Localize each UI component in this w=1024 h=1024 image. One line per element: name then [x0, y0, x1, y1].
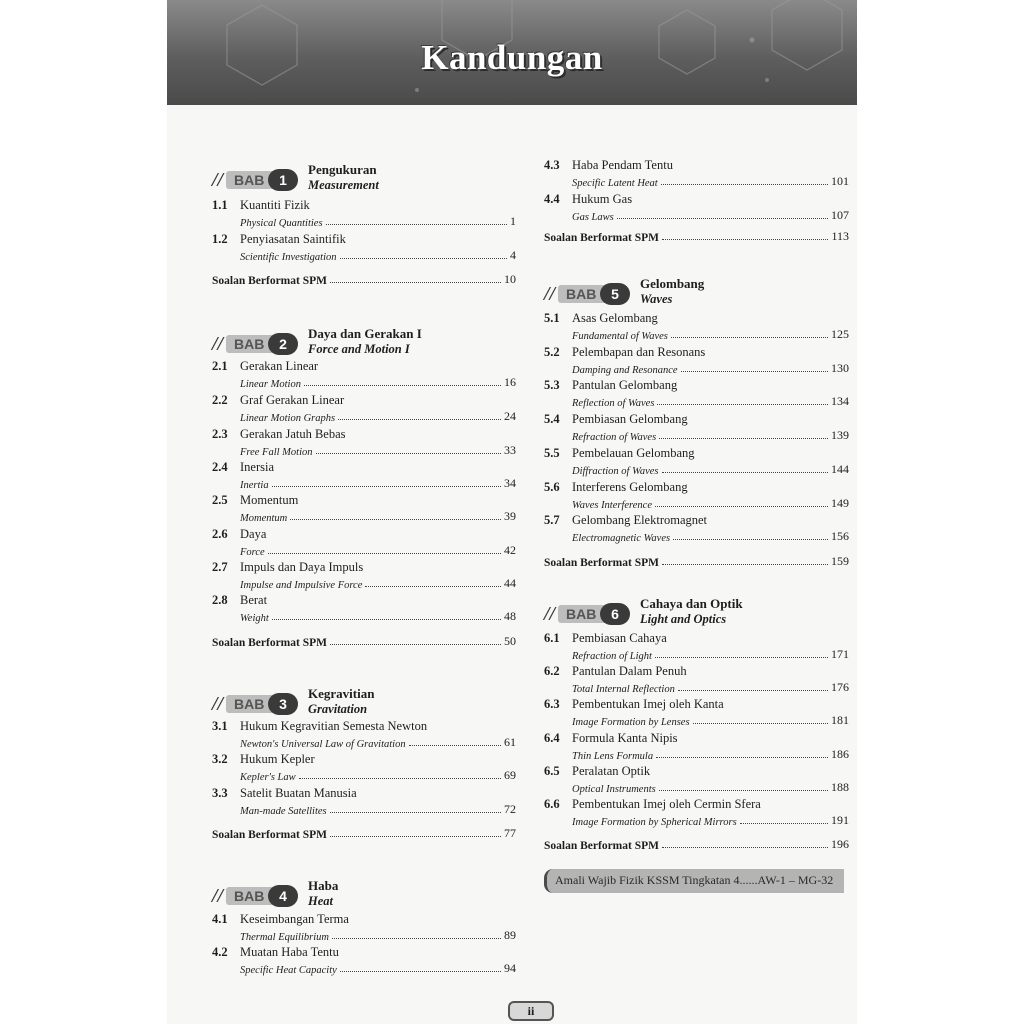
entry-english-row: [572, 495, 849, 511]
entry-title-english: Scientific Investigation: [240, 252, 337, 263]
entry-page: 176: [831, 680, 849, 694]
toc-entry[interactable]: [212, 460, 516, 494]
entry-title-english: Momentum: [240, 513, 288, 524]
toc-entry[interactable]: [212, 912, 516, 946]
entry-title-english: Thin Lens Formula: [572, 751, 654, 762]
amali-text: Amali Wajib Fizik KSSM Tingkatan 4......AW-1 – MG-32: [555, 873, 834, 887]
entry-title: Gelombang Elektromagnet: [572, 513, 708, 527]
entry-page: 125: [831, 327, 849, 341]
dot-leader: [326, 224, 507, 225]
entry-page: 89: [504, 928, 516, 942]
entry-page: 34: [504, 476, 516, 490]
toc-entry[interactable]: [212, 198, 516, 232]
entry-title: Hukum Kegravitian Semesta Newton: [240, 719, 428, 733]
entry-page: 171: [831, 647, 849, 661]
dot-leader: [656, 757, 828, 758]
entry-title: Pembelauan Gelombang: [572, 446, 695, 460]
entry-page: 186: [831, 747, 849, 761]
entry-page: 191: [831, 813, 849, 827]
entry-number: 5.6: [544, 480, 560, 494]
toc-entry[interactable]: [544, 192, 849, 226]
entry-number: 3.2: [212, 752, 228, 766]
chapter-title: Daya dan Gerakan I: [308, 326, 422, 341]
entry-page: 94: [504, 961, 516, 975]
entry-number: 6.5: [544, 764, 560, 778]
entry-page: 181: [831, 713, 849, 727]
dot-leader: [673, 539, 828, 540]
entry-english-row: [240, 608, 516, 624]
toc-entry[interactable]: [212, 719, 516, 753]
chapter-number: 3: [268, 693, 298, 715]
dot-leader: [661, 184, 828, 185]
entry-title-english: Image Formation by Spherical Mirrors: [572, 817, 737, 828]
entry-english-row: [572, 461, 849, 477]
entry-english-row: [572, 812, 849, 828]
chapter-title-english: Measurement: [308, 178, 379, 192]
entry-number: 6.2: [544, 664, 560, 678]
entry-title: Hukum Gas: [572, 192, 633, 206]
entry-title-english: Inertia: [240, 480, 269, 491]
bab-tag: [212, 334, 304, 354]
slash-icon: //: [544, 283, 556, 305]
toc-entry[interactable]: [544, 513, 849, 547]
amali-banner: [544, 869, 844, 893]
soalan-page: 77: [504, 826, 516, 840]
entry-title-english: Linear Motion Graphs: [240, 413, 336, 424]
dot-leader: [662, 239, 828, 240]
entry-english-row: [572, 746, 849, 762]
soalan-label: Soalan Berformat SPM: [544, 232, 659, 244]
dot-leader: [290, 519, 501, 520]
entry-title-english: Specific Heat Capacity: [240, 965, 337, 976]
entry-title: Pantulan Dalam Penuh: [572, 664, 687, 678]
entry-english-row: [240, 734, 516, 750]
entry-page: 44: [504, 576, 516, 590]
toc-entry[interactable]: [544, 345, 849, 379]
entry-english-row: [572, 207, 849, 223]
slash-icon: //: [212, 169, 224, 191]
soalan-entry[interactable]: [544, 228, 849, 244]
entry-number: 5.4: [544, 412, 560, 426]
entry-english-row: [240, 247, 516, 263]
entry-title-english: Physical Quantities: [240, 218, 323, 229]
soalan-entry[interactable]: [544, 836, 849, 852]
entry-page: 4: [510, 248, 516, 262]
soalan-page: 10: [504, 272, 516, 286]
entry-title: Graf Gerakan Linear: [240, 393, 345, 407]
entry-title: Gerakan Linear: [240, 359, 319, 373]
entry-title-english: Waves Interference: [572, 500, 652, 511]
entry-title: Gerakan Jatuh Bebas: [240, 427, 346, 441]
toc-entry[interactable]: [544, 764, 849, 798]
entry-english-row: [572, 528, 849, 544]
entry-page: 134: [831, 394, 849, 408]
entry-number: 5.1: [544, 311, 560, 325]
entry-number: 4.3: [544, 158, 560, 172]
dot-leader: [268, 553, 501, 554]
dot-leader: [272, 486, 501, 487]
soalan-label: Soalan Berformat SPM: [212, 829, 327, 841]
bab-label: BAB: [566, 606, 597, 622]
entry-title: Pembentukan Imej oleh Cermin Sfera: [572, 797, 761, 811]
chapter-title: Kegravitian: [308, 686, 375, 701]
toc-entry[interactable]: [212, 786, 516, 820]
entry-page: 101: [831, 174, 849, 188]
toc-entry[interactable]: [544, 446, 849, 480]
entry-title: Satelit Buatan Manusia: [240, 786, 357, 800]
chapter-number: 6: [600, 603, 630, 625]
slash-icon: //: [212, 885, 224, 907]
dot-leader: [365, 586, 501, 587]
soalan-label: Soalan Berformat SPM: [212, 275, 327, 287]
entry-page: 16: [504, 375, 516, 389]
dot-leader: [693, 723, 828, 724]
entry-number: 3.3: [212, 786, 228, 800]
bab-tag: [544, 604, 636, 624]
dot-leader: [340, 971, 501, 972]
entry-title: Hukum Kepler: [240, 752, 315, 766]
soalan-label: Soalan Berformat SPM: [544, 557, 659, 569]
entry-number: 3.1: [212, 719, 228, 733]
entry-english-row: [572, 427, 849, 443]
entry-page: 1: [510, 214, 516, 228]
entry-english-row: [240, 508, 516, 524]
soalan-page: 196: [831, 837, 849, 851]
entry-title-english: Free Fall Motion: [240, 447, 313, 458]
dot-leader: [662, 847, 828, 848]
soalan-page: 159: [831, 554, 849, 568]
toc-entry[interactable]: [212, 593, 516, 627]
chapter-title: Pengukuran: [308, 162, 377, 177]
toc-entry[interactable]: [544, 697, 849, 731]
slash-icon: //: [544, 603, 556, 625]
soalan-entry[interactable]: [212, 271, 516, 287]
dot-leader: [671, 337, 828, 338]
entry-title: Daya: [240, 527, 267, 541]
soalan-label: Soalan Berformat SPM: [544, 840, 659, 852]
toc-entry[interactable]: [212, 232, 516, 266]
entry-title: Muatan Haba Tentu: [240, 945, 339, 959]
entry-title: Asas Gelombang: [572, 311, 658, 325]
entry-title: Pembiasan Cahaya: [572, 631, 667, 645]
entry-page: 107: [831, 208, 849, 222]
entry-number: 2.2: [212, 393, 228, 407]
entry-english-row: [240, 542, 516, 558]
chapter-title-english: Heat: [308, 894, 333, 908]
chapter-title-english: Waves: [640, 292, 673, 306]
entry-english-row: [240, 927, 516, 943]
entry-english-row: [240, 801, 516, 817]
dot-leader: [740, 823, 828, 824]
toc-entry[interactable]: [544, 631, 849, 665]
entry-number: 2.8: [212, 593, 228, 607]
page-number: ii: [508, 1001, 554, 1021]
entry-title-english: Kepler's Law: [240, 772, 296, 783]
entry-title: Interferens Gelombang: [572, 480, 688, 494]
entry-english-row: [572, 712, 849, 728]
dot-leader: [659, 438, 828, 439]
bab-label: BAB: [234, 696, 265, 712]
entry-page: 130: [831, 361, 849, 375]
entry-title: Kuantiti Fizik: [240, 198, 310, 212]
toc-entry[interactable]: [212, 493, 516, 527]
entry-number: 6.1: [544, 631, 560, 645]
slash-icon: //: [212, 333, 224, 355]
entry-page: 33: [504, 443, 516, 457]
dot-leader: [304, 385, 501, 386]
soalan-entry[interactable]: [544, 553, 849, 569]
dot-leader: [617, 218, 828, 219]
entry-english-row: [572, 646, 849, 662]
entry-english-row: [572, 360, 849, 376]
entry-title: Momentum: [240, 493, 299, 507]
toc-entry[interactable]: [212, 527, 516, 561]
entry-number: 4.2: [212, 945, 228, 959]
entry-page: 48: [504, 609, 516, 623]
entry-title-english: Fundamental of Waves: [572, 331, 668, 342]
entry-page: 61: [504, 735, 516, 749]
entry-title-english: Newton's Universal Law of Gravitation: [240, 739, 406, 750]
dot-leader: [662, 564, 828, 565]
entry-english-row: [240, 575, 516, 591]
entry-number: 4.1: [212, 912, 228, 926]
entry-page: 24: [504, 409, 516, 423]
chapter-number: 1: [268, 169, 298, 191]
entry-english-row: [240, 213, 516, 229]
dot-leader: [659, 790, 828, 791]
right-column: [544, 0, 849, 1000]
slash-icon: //: [212, 693, 224, 715]
dot-leader: [655, 506, 828, 507]
entry-english-row: [572, 679, 849, 695]
entry-number: 2.6: [212, 527, 228, 541]
entry-title-english: Total Internal Reflection: [572, 684, 675, 695]
dot-leader: [316, 453, 501, 454]
dot-leader: [681, 371, 828, 372]
entry-title: Impuls dan Daya Impuls: [240, 560, 364, 574]
chapter-title-english: Gravitation: [308, 702, 368, 716]
entry-english-row: [240, 374, 516, 390]
entry-page: 139: [831, 428, 849, 442]
soalan-page: 113: [831, 229, 849, 243]
entry-number: 4.4: [544, 192, 560, 206]
entry-number: 2.7: [212, 560, 228, 574]
entry-page: 144: [831, 462, 849, 476]
chapter-number: 4: [268, 885, 298, 907]
toc-entry[interactable]: [212, 393, 516, 427]
entry-number: 1.1: [212, 198, 228, 212]
chapter-number: 5: [600, 283, 630, 305]
toc-entry[interactable]: [212, 359, 516, 393]
entry-title: Berat: [240, 593, 268, 607]
entry-page: 188: [831, 780, 849, 794]
entry-number: 6.4: [544, 731, 560, 745]
dot-leader: [340, 258, 507, 259]
toc-entry[interactable]: [544, 158, 849, 192]
entry-title-english: Diffraction of Waves: [572, 466, 659, 477]
entry-page: 72: [504, 802, 516, 816]
toc-entry[interactable]: [212, 560, 516, 594]
entry-page: 42: [504, 543, 516, 557]
toc-entry[interactable]: [212, 752, 516, 786]
chapter-title: Cahaya dan Optik: [640, 596, 743, 611]
entry-page: 156: [831, 529, 849, 543]
toc-entry[interactable]: [212, 427, 516, 461]
entry-title: Pembiasan Gelombang: [572, 412, 688, 426]
entry-title: Pantulan Gelombang: [572, 378, 678, 392]
entry-number: 1.2: [212, 232, 228, 246]
soalan-label: Soalan Berformat SPM: [212, 637, 327, 649]
toc-entry[interactable]: [544, 311, 849, 345]
dot-leader: [330, 812, 501, 813]
chapter-title-english: Force and Motion I: [308, 342, 410, 356]
entry-title: Haba Pendam Tentu: [572, 158, 673, 172]
entry-title-english: Damping and Resonance: [572, 365, 678, 376]
dot-leader: [299, 778, 501, 779]
entry-english-row: [240, 475, 516, 491]
entry-number: 2.3: [212, 427, 228, 441]
entry-title: Inersia: [240, 460, 275, 474]
dot-leader: [332, 938, 501, 939]
dot-leader: [330, 836, 501, 837]
entry-title-english: Electromagnetic Waves: [572, 533, 671, 544]
entry-title: Formula Kanta Nipis: [572, 731, 678, 745]
toc-entry[interactable]: [544, 378, 849, 412]
entry-title-english: Linear Motion: [240, 379, 301, 390]
entry-page: 69: [504, 768, 516, 782]
entry-english-row: [240, 960, 516, 976]
entry-english-row: [572, 393, 849, 409]
chapter-title: Haba: [308, 878, 339, 893]
entry-title-english: Gas Laws: [572, 212, 614, 223]
dot-leader: [662, 472, 828, 473]
entry-page: 39: [504, 509, 516, 523]
entry-number: 6.6: [544, 797, 560, 811]
entry-title-english: Specific Latent Heat: [572, 178, 658, 189]
toc-entry[interactable]: [544, 664, 849, 698]
entry-title: Penyiasatan Saintifik: [240, 232, 346, 246]
chapter-number: 2: [268, 333, 298, 355]
entry-english-row: [572, 326, 849, 342]
entry-title-english: Thermal Equilibrium: [240, 932, 329, 943]
dot-leader: [657, 404, 828, 405]
entry-page: 149: [831, 496, 849, 510]
entry-title-english: Force: [240, 547, 265, 558]
bab-label: BAB: [234, 888, 265, 904]
soalan-entry[interactable]: [212, 825, 516, 841]
entry-title: Keseimbangan Terma: [240, 912, 349, 926]
entry-title: Pembentukan Imej oleh Kanta: [572, 697, 724, 711]
toc-entry[interactable]: [544, 412, 849, 446]
entry-number: 5.7: [544, 513, 560, 527]
toc-entry[interactable]: [544, 731, 849, 765]
entry-title: Pelembapan dan Resonans: [572, 345, 706, 359]
dot-leader: [678, 690, 828, 691]
entry-title-english: Impulse and Impulsive Force: [240, 580, 363, 591]
entry-number: 6.3: [544, 697, 560, 711]
entry-title-english: Optical Instruments: [572, 784, 656, 795]
dot-leader: [655, 657, 828, 658]
entry-title: Peralatan Optik: [572, 764, 651, 778]
entry-english-row: [240, 442, 516, 458]
entry-number: 5.3: [544, 378, 560, 392]
dot-leader: [272, 619, 501, 620]
dot-leader: [330, 282, 501, 283]
entry-title-english: Weight: [240, 613, 269, 624]
bab-tag: [544, 284, 636, 304]
bab-tag: [212, 170, 304, 190]
entry-number: 2.5: [212, 493, 228, 507]
bab-label: BAB: [234, 172, 265, 188]
entry-title-english: Image Formation by Lenses: [572, 717, 690, 728]
entry-number: 5.2: [544, 345, 560, 359]
entry-title-english: Refraction of Waves: [572, 432, 657, 443]
soalan-page: 50: [504, 634, 516, 648]
bab-tag: [212, 694, 304, 714]
bab-label: BAB: [234, 336, 265, 352]
left-column: [212, 0, 516, 1000]
entry-english-row: [572, 173, 849, 189]
entry-english-row: [240, 767, 516, 783]
entry-english-row: [572, 779, 849, 795]
dot-leader: [409, 745, 501, 746]
bab-tag: [212, 886, 304, 906]
entry-title-english: Man-made Satellites: [240, 806, 327, 817]
page-title: Kandungan: [421, 38, 603, 77]
soalan-entry[interactable]: [212, 633, 516, 649]
dot-leader: [330, 644, 501, 645]
bab-label: BAB: [566, 286, 597, 302]
entry-title-english: Reflection of Waves: [572, 398, 655, 409]
chapter-title-english: Light and Optics: [640, 612, 727, 626]
entry-title-english: Refraction of Light: [572, 651, 652, 662]
toc-entry[interactable]: [212, 945, 516, 979]
entry-number: 5.5: [544, 446, 560, 460]
toc-entry[interactable]: [544, 797, 849, 831]
entry-number: 2.1: [212, 359, 228, 373]
dot-leader: [338, 419, 501, 420]
entry-english-row: [240, 408, 516, 424]
toc-entry[interactable]: [544, 480, 849, 514]
chapter-title: Gelombang: [640, 276, 705, 291]
entry-number: 2.4: [212, 460, 228, 474]
